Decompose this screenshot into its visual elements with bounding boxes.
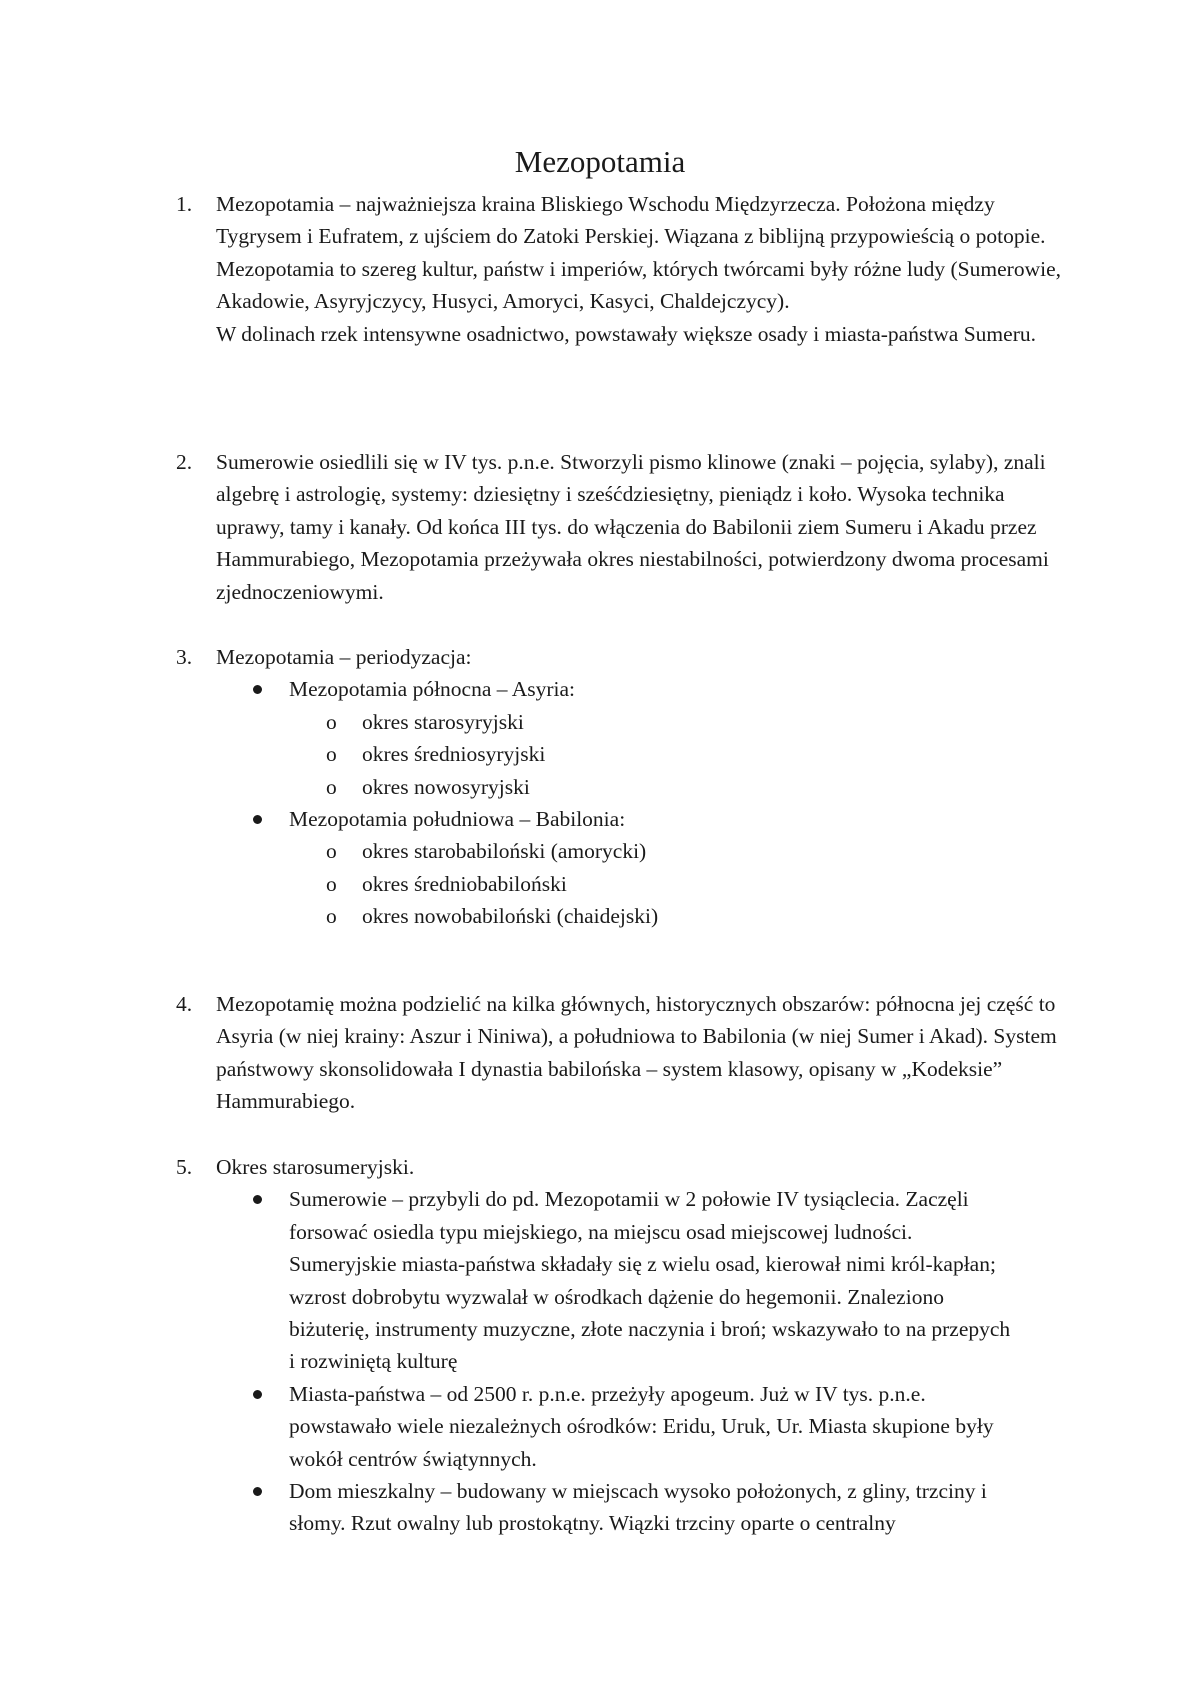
page-title: Mezopotamia [514,144,686,179]
section-heading: Okres starosumeryjski. [216,1155,415,1179]
paragraph: Mezopotamia – najważniejsza kraina Bliskiego Wschodu Międzyrzecza. Położona między Tygrysem i Eufratem, z ujściem do Zatoki Perskiej. Wiązana z biblijną przypowieścią o potopie. [216,192,1046,249]
sub-item: o okres nowosyryjski [216,771,1116,803]
sub-list [216,706,1116,803]
list-item-1 [0,188,1200,350]
item-body [216,988,1076,1118]
item-number: 3. [176,645,193,669]
item-number: 5. [176,1155,193,1179]
item-body [216,188,1076,350]
item-number: 4. [176,992,193,1016]
bullet-item [216,1475,1016,1540]
paragraph: Mezopotamię można podzielić na kilka głównych, historycznych obszarów: północna jej część to Asyria (w niej krainy: Aszur i Niniwa), a południowa to Babilonia (w niej Sumer i Akad). System państwowy skonsolidowała I dynastia babilońska – system klasowy, opisany w „Kodeksie” Hammurabiego. [216,992,1057,1114]
sub-item: o okres nowobabiloński (chaidejski) [216,900,1116,932]
bullet-list [216,1183,1016,1539]
bullet-text: Miasta-państwa – od 2500 r. p.n.e. przeżyły apogeum. Już w IV tys. p.n.e. powstawało wiele niezależnych ośrodków: Eridu, Uruk, Ur. Miasta skupione były wokół centrów świątynnych. [289,1381,994,1471]
list-item-4 [0,988,1200,1118]
item-body [216,641,1076,673]
item-number: 2. [176,450,193,474]
sub-item: o okres średniobabiloński [216,868,1116,900]
bullet-text: Mezopotamia południowa – Babilonia: [289,807,626,832]
bullet-item [216,673,1116,803]
sub-item: o okres starobabiloński (amorycki) [216,835,1116,867]
section-heading: Mezopotamia – periodyzacja: [216,645,472,669]
list-item-5 [0,1151,1200,1540]
bullet-item [216,1378,1016,1475]
sub-list [216,835,1116,932]
paragraph: W dolinach rzek intensywne osadnictwo, powstawały większe osady i miasta-państwa Sumeru. [216,321,1036,346]
item-body [216,446,1076,608]
sub-item: o okres starosyryjski [216,706,1116,738]
bullet-text: Dom mieszkalny – budowany w miejscach wysoko położonych, z gliny, trzciny i słomy. Rzut owalny lub prostokątny. Wiązki trzciny oparte o centralny [289,1479,987,1536]
item-number: 1. [176,192,193,216]
bullet-text: Sumerowie – przybyli do pd. Mezopotamii w 2 połowie IV tysiąclecia. Zaczęli forsować osiedla typu miejskiego, na miejscu osad miejscowej ludności. Sumeryjskie miasta-państwa składały się z wielu osad, kierował nimi król-kapłan; wzrost dobrobytu wyzwalał w ośrodkach dążenie do hegemonii. Znaleziono biżuterię, instrumenty muzyczne, złote naczynia i broń; wskazywało to na przepych i rozwiniętą kulturę [289,1187,1011,1374]
bullet-text: Mezopotamia północna – Asyria: [289,677,575,702]
paragraph: Mezopotamia to szereg kultur, państw i imperiów, których twórcami były różne ludy (Sumerowie, Akadowie, Asyryjczycy, Husyci, Amoryci, Kasyci, Chaldejczycy). [216,256,1061,314]
sub-item: o okres średniosyryjski [216,738,1116,770]
paragraph: Sumerowie osiedlili się w IV tys. p.n.e. Stworzyli pismo klinowe (znaki – pojęcia, sylaby), znali algebrę i astrologię, systemy: dziesiętny i sześćdziesiętny, pieniądz i koło. Wysoka technika uprawy, tamy i kanały. Od końca III tys. do włączenia do Babilonii ziem Sumeru i Akadu przez Hammurabiego, Mezopotamia przeżywała okres niestabilności, potwierdzony dwoma procesami zjednoczeniowymi. [216,450,1049,604]
bullet-item [216,803,1116,933]
item-body [216,1151,1076,1183]
list-item-3 [0,641,1200,933]
bullet-list [216,673,1116,932]
list-item-2 [0,446,1200,608]
bullet-item [216,1183,1016,1377]
